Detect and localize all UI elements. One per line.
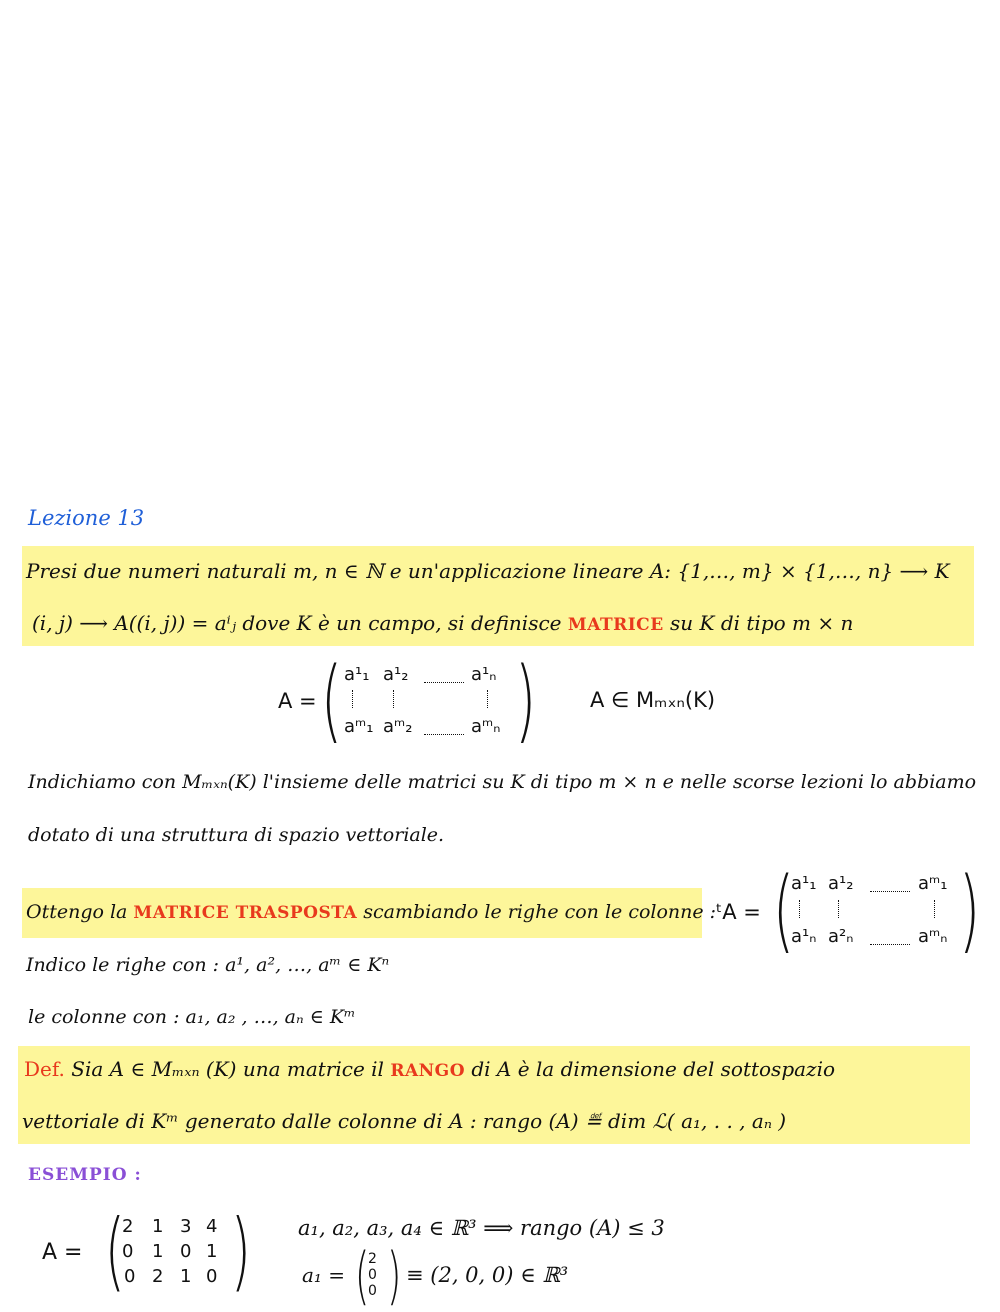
transpose-hdots — [870, 944, 910, 945]
example-vec-right-paren: ) — [386, 1239, 402, 1312]
example-line1: a₁, a₂, a₃, a₄ ∈ ℝ³ ⟹ rango (A) ≤ 3 — [298, 1216, 665, 1240]
matrix-a-left-paren: ( — [321, 648, 343, 753]
example-matrix-lhs: A = — [42, 1240, 83, 1265]
example-matrix-cell: 0 — [180, 1241, 192, 1262]
transpose-cell: aᵐ₁ — [918, 873, 948, 894]
matrix-a-cell: aᵐ₂ — [383, 716, 413, 737]
definition-line1-b: di A è la dimensione del sottospazio — [471, 1057, 836, 1081]
example-matrix-cell: 0 — [206, 1266, 218, 1287]
example-matrix-cell: 0 — [122, 1241, 134, 1262]
transpose-lhs: ᵗA = — [716, 900, 761, 924]
transpose-suffix: scambiando le righe con le colonne : — [363, 901, 717, 923]
transpose-cell: a¹₂ — [828, 873, 854, 894]
example-vec-lhs: a₁ = — [302, 1263, 346, 1287]
matrix-a-cell: a¹₁ — [344, 664, 370, 685]
para1-line2 — [32, 613, 853, 634]
example-matrix-cell: 1 — [206, 1241, 218, 1262]
example-vec-cell: 0 — [368, 1267, 377, 1283]
para1-line1: Presi due numeri naturali m, n ∈ ℕ e un'applicazione lineare A: {1,…, m} × {1,…, n} ⟶ K — [26, 559, 950, 583]
example-matrix-cell: 1 — [180, 1266, 192, 1287]
example-vec-left-paren: ( — [354, 1239, 370, 1312]
transpose-left-paren: ( — [773, 858, 795, 963]
example-matrix-cell: 2 — [152, 1266, 164, 1287]
transpose-vdots — [799, 900, 800, 918]
matrix-a-hdots — [424, 682, 464, 683]
transpose-right-paren: ) — [959, 858, 981, 963]
keyword-rango: RANGO — [390, 1061, 465, 1081]
matrix-a-cell: aᵐ₁ — [344, 716, 374, 737]
transpose-prefix: Ottengo la — [26, 901, 128, 923]
example-vec-cell: 2 — [368, 1251, 377, 1267]
transpose-cell: a¹ₙ — [791, 926, 817, 947]
para2-line1: Indichiamo con Mₘₓₙ(K) l'insieme delle matrici su K di tipo m × n e nelle scorse lezioni lo abbiamo — [28, 771, 977, 793]
example-matrix-cell: 1 — [152, 1241, 164, 1262]
example-matrix-cell: 4 — [206, 1216, 218, 1237]
matrix-a-right-paren: ) — [515, 648, 537, 753]
definition-line2: vettoriale di Kᵐ generato dalle colonne di A : rango (A) ≝ dim ℒ( a₁, . . , aₙ ) — [22, 1109, 787, 1133]
matrix-a-cell: a¹ₙ — [471, 664, 497, 685]
matrix-a-membership: A ∈ Mₘₓₙ(K) — [590, 688, 716, 712]
transpose-hdots — [870, 891, 910, 892]
example-matrix-left-paren: ( — [104, 1201, 125, 1301]
para1-line2-b: su K di tipo m × n — [670, 611, 854, 635]
matrix-a-vdots — [352, 690, 353, 708]
example-matrix-right-paren: ) — [230, 1201, 251, 1301]
transpose-cell: a¹₁ — [791, 873, 817, 894]
cols-line: le colonne con : a₁, a₂ , …, aₙ ∈ Kᵐ — [28, 1006, 356, 1028]
definition-label: Def. — [24, 1057, 65, 1081]
transpose-cell: a²ₙ — [828, 926, 854, 947]
keyword-matrice: MATRICE — [567, 615, 664, 635]
example-vec-rhs: ≡ (2, 0, 0) ∈ ℝ³ — [406, 1263, 569, 1287]
transpose-sentence — [26, 903, 716, 922]
example-matrix-cell: 0 — [124, 1266, 136, 1287]
matrix-a-cell: aᵐₙ — [471, 716, 501, 737]
keyword-matrice-trasposta: MATRICE TRASPOSTA — [133, 903, 358, 923]
matrix-a-lhs: A = — [278, 689, 317, 713]
lesson-title: Lezione 13 — [28, 506, 145, 530]
para2-line2: dotato di una struttura di spazio vettoriale. — [28, 824, 445, 846]
transpose-vdots — [934, 900, 935, 918]
matrix-a-vdots — [487, 690, 488, 708]
transpose-vdots — [838, 900, 839, 918]
example-matrix-cell: 2 — [122, 1216, 134, 1237]
matrix-a-hdots — [424, 734, 464, 735]
matrix-a-vdots — [393, 690, 394, 708]
example-vec-cell: 0 — [368, 1283, 377, 1299]
definition-line1-a: Sia A ∈ Mₘₓₙ (K) una matrice il — [71, 1057, 384, 1081]
rows-line: Indico le righe con : a¹, a², …, aᵐ ∈ Kⁿ — [26, 954, 390, 976]
example-label: ESEMPIO : — [28, 1165, 142, 1185]
example-matrix-cell: 3 — [180, 1216, 192, 1237]
para1-line2-a: (i, j) ⟶ A((i, j)) = aⁱⱼ dove K è un campo, si definisce — [32, 611, 562, 635]
definition-line1 — [24, 1059, 835, 1080]
matrix-a-cell: a¹₂ — [383, 664, 409, 685]
transpose-cell: aᵐₙ — [918, 926, 948, 947]
example-matrix-cell: 1 — [152, 1216, 164, 1237]
